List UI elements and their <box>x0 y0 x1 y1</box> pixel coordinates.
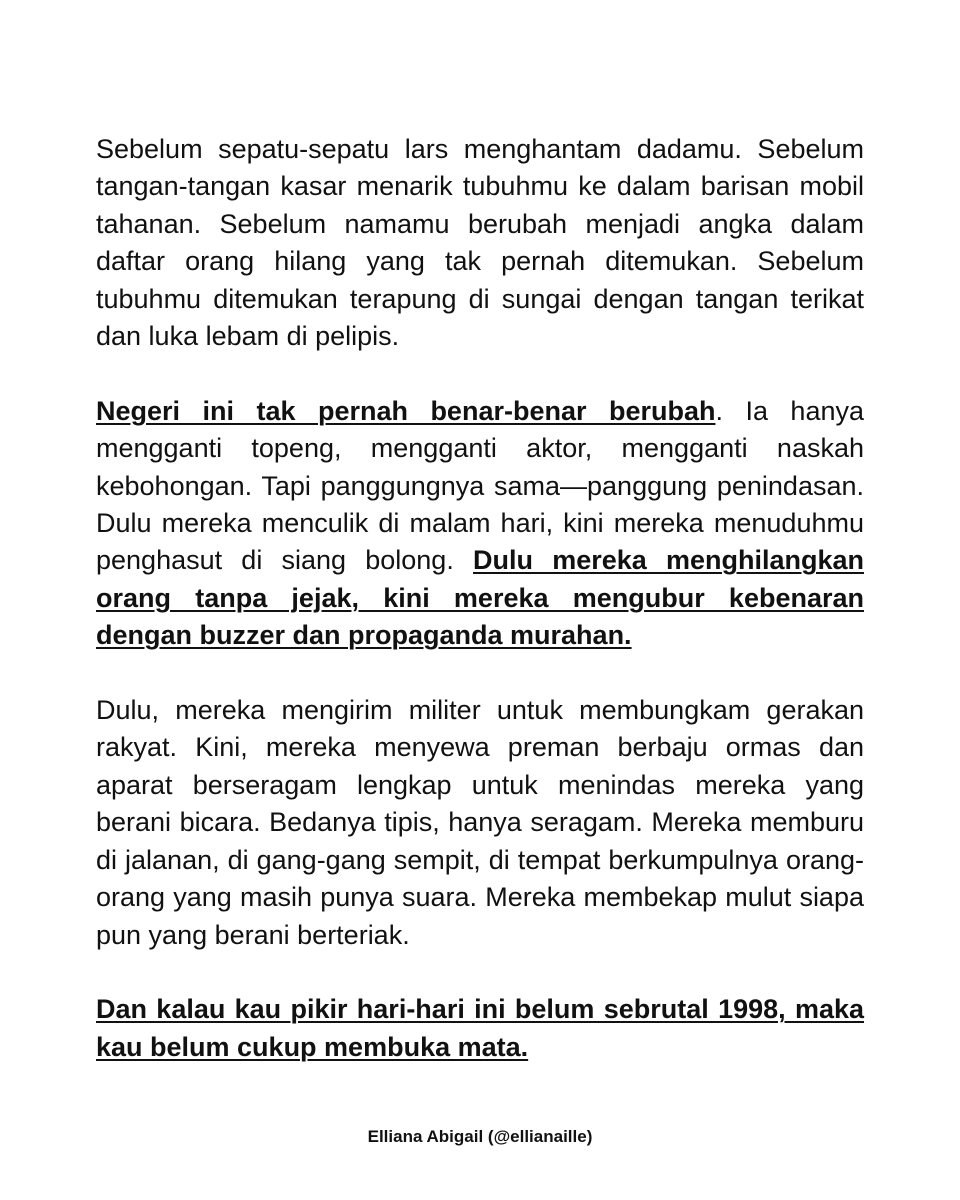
paragraph-4 <box>96 991 864 1066</box>
paragraph-2-text: . Ia hanya mengganti topeng, mengganti aktor, mengganti naskah kebohongan. Tapi panggungnya sama—panggung penindasan. Dulu mereka menculik di malam hari, kini mereka menuduhmu penghasut di siang bolong. <box>96 395 864 576</box>
paragraph-1 <box>96 131 864 355</box>
paragraph-1-text: Sebelum sepatu-sepatu lars menghantam dadamu. Sebelum tangan-tangan kasar menarik tubuhmu ke dalam barisan mobil tahanan. Sebelum namamu berubah menjadi angka dalam daftar orang hilang yang tak pernah ditemukan. Sebelum tubuhmu ditemukan terapung di sungai dengan tangan terikat dan luka lebam di pelipis. <box>96 134 864 352</box>
document-body <box>96 131 864 1066</box>
author-byline: Elliana Abigail (@ellianaille) <box>367 1127 593 1146</box>
closing-emphasis: Dan kalau kau pikir hari-hari ini belum sebrutal 1998, maka kau belum cukup membuka mata. <box>96 994 864 1062</box>
emphasis-negeri: Negeri ini tak pernah benar-benar berubah <box>96 395 716 426</box>
paragraph-3 <box>96 692 864 954</box>
paragraph-2 <box>96 393 864 655</box>
emphasis-dulu-mereka: Dulu mereka menghilangkan orang tanpa jejak, kini mereka mengubur kebenaran dengan buzzer dan propaganda murahan. <box>96 545 864 651</box>
paragraph-3-text: Dulu, mereka mengirim militer untuk membungkam gerakan rakyat. Kini, mereka menyewa preman berbaju ormas dan aparat berseragam lengkap untuk menindas mereka yang berani bicara. Bedanya tipis, hanya seragam. Mereka memburu di jalanan, di gang-gang sempit, di tempat berkumpulnya orang-orang yang masih punya suara. Mereka membekap mulut siapa pun yang berani berteriak. <box>96 695 864 950</box>
